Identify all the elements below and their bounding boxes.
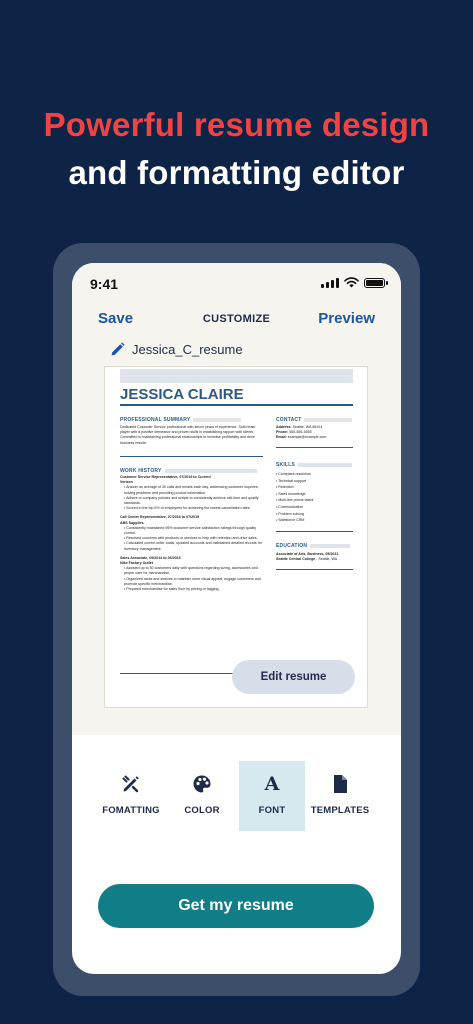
education-degree: Associate of Arts, Business, 05/2021 [276, 552, 339, 556]
resume-header-band [120, 369, 353, 383]
summary-rule [120, 456, 263, 457]
job-1-company: Verizon [120, 480, 133, 485]
job-1-bullet-2: • Adhere to company policies and scripts to consistently achieve call-time and quality standards. [124, 495, 259, 506]
skill-item: • Communication [276, 504, 304, 509]
skill-item: • Salesforce CRM [276, 518, 305, 523]
education-school-row: Seattle Central College - Seattle, WA [276, 557, 338, 562]
contact-list [276, 425, 353, 441]
headline-line-2: and formatting editor [68, 154, 405, 191]
save-button[interactable]: Save [98, 310, 134, 327]
contact-email: Email: example@example.com [276, 435, 327, 440]
phone-screen [72, 263, 401, 974]
battery-icon [364, 278, 385, 288]
tool-font-label: FONT [258, 805, 286, 816]
job-1-bullet-3: • Scored in the top 5% of employees for achieving the lowest cancellation rates. [124, 506, 251, 511]
job-2-bullet-1: • Consistently maintained 95% customer service satisfaction ratings through quality control. [124, 525, 257, 536]
job-3-company: Nike Factory Outlet [120, 561, 153, 566]
headline-line-1: Powerful resume design [43, 106, 430, 143]
customize-toolbar [72, 761, 401, 833]
job-2-bullet-3: • Calculated correct order totals, updated accounts and maintained detailed records for inventory management. [124, 541, 262, 551]
resume-preview[interactable] [104, 366, 368, 708]
contact-heading: CONTACT [276, 417, 352, 423]
status-icons [321, 277, 385, 288]
tool-color[interactable] [169, 761, 235, 831]
job-1-title: Customer Service Representative, 07/2019 to Current [120, 475, 211, 479]
palette-icon [192, 774, 212, 794]
contact-address: Address: Seattle, WA 98104 [276, 425, 323, 429]
work-history [120, 475, 263, 592]
skill-item: • Technical support [276, 478, 307, 483]
summary-heading: PROFESSIONAL SUMMARY [120, 417, 241, 423]
wifi-icon [344, 277, 359, 288]
document-icon [332, 774, 348, 794]
preview-button[interactable]: Preview [318, 310, 375, 327]
skill-item: • Sales knowledge [276, 491, 306, 496]
resume-name: JESSICA CLAIRE [120, 386, 244, 403]
skills-rule [276, 531, 353, 532]
screen-title: CUSTOMIZE [202, 313, 271, 325]
tool-color-label: COLOR [184, 805, 220, 816]
education-details [276, 552, 353, 562]
get-my-resume-button[interactable]: Get my resume [98, 884, 374, 928]
contact-rule [276, 447, 353, 448]
education-heading: EDUCATION [276, 543, 350, 549]
job-3-bullet-2: • Organized racks and shelves to maintain store visual appeal, engage customers and promote specific merchandise. [124, 576, 261, 586]
skill-item: • Problem solving [276, 511, 304, 516]
work-heading: WORK HISTORY [120, 468, 257, 474]
edit-resume-button[interactable]: Edit resume [232, 660, 355, 694]
summary-text: Dedicated Customer Service professional with seven years of experience. Solid team player with a positive demeanor and proven skills in establishing rapport with clients. Committed to maintaining professional relationships to increase profitability and drive business results. [120, 425, 256, 445]
tool-templates[interactable] [307, 761, 373, 831]
contact-phone: Phone: 555-555-5555 [276, 430, 312, 435]
skill-item: • Multi-line phone talent [276, 498, 314, 503]
resume-name-rule [120, 404, 353, 406]
skills-heading: SKILLS [276, 462, 352, 468]
file-name-row[interactable] [110, 342, 243, 357]
tool-formatting[interactable] [98, 761, 164, 831]
skill-item: • Retention [276, 485, 294, 490]
tool-font[interactable] [239, 761, 305, 831]
formatting-tools-icon [121, 774, 141, 794]
job-3-bullet-1: • Assisted up to 50 customers daily with questions regarding sizing, accessories and proper care for merchandise. [124, 566, 258, 576]
pencil-icon [110, 342, 125, 357]
education-rule [276, 569, 353, 570]
font-letter-icon: A [264, 773, 280, 795]
file-name: Jessica_C_resume [132, 342, 243, 357]
skill-item: • Complaint resolution [276, 472, 312, 476]
job-3-title: Sales Associate, 09/2014 to 06/2016 [120, 555, 181, 560]
skills-list [276, 471, 353, 524]
job-2-company: ABS Supplies [120, 520, 144, 525]
editor-preview-area [72, 263, 401, 735]
job-2-title: Call Center Representative, 07/2016 to 07/2019 [120, 515, 200, 520]
cellular-signal-icon [321, 277, 339, 288]
tool-templates-label: TEMPLATES [310, 805, 370, 816]
status-time: 9:41 [90, 276, 119, 292]
tool-formatting-label: FOMATTING [102, 805, 160, 816]
job-1-bullet-1: • Answer an average of 30 calls and emails each day, addressing customer inquiries, solving problems and providing product information. [124, 485, 259, 495]
job-2-bullet-2: • Resolved concerns with products or services to help with retention and drive sales. [124, 536, 258, 541]
job-3-bullet-3: • Prepared merchandise for sales floor by pricing or tagging. [124, 587, 220, 592]
